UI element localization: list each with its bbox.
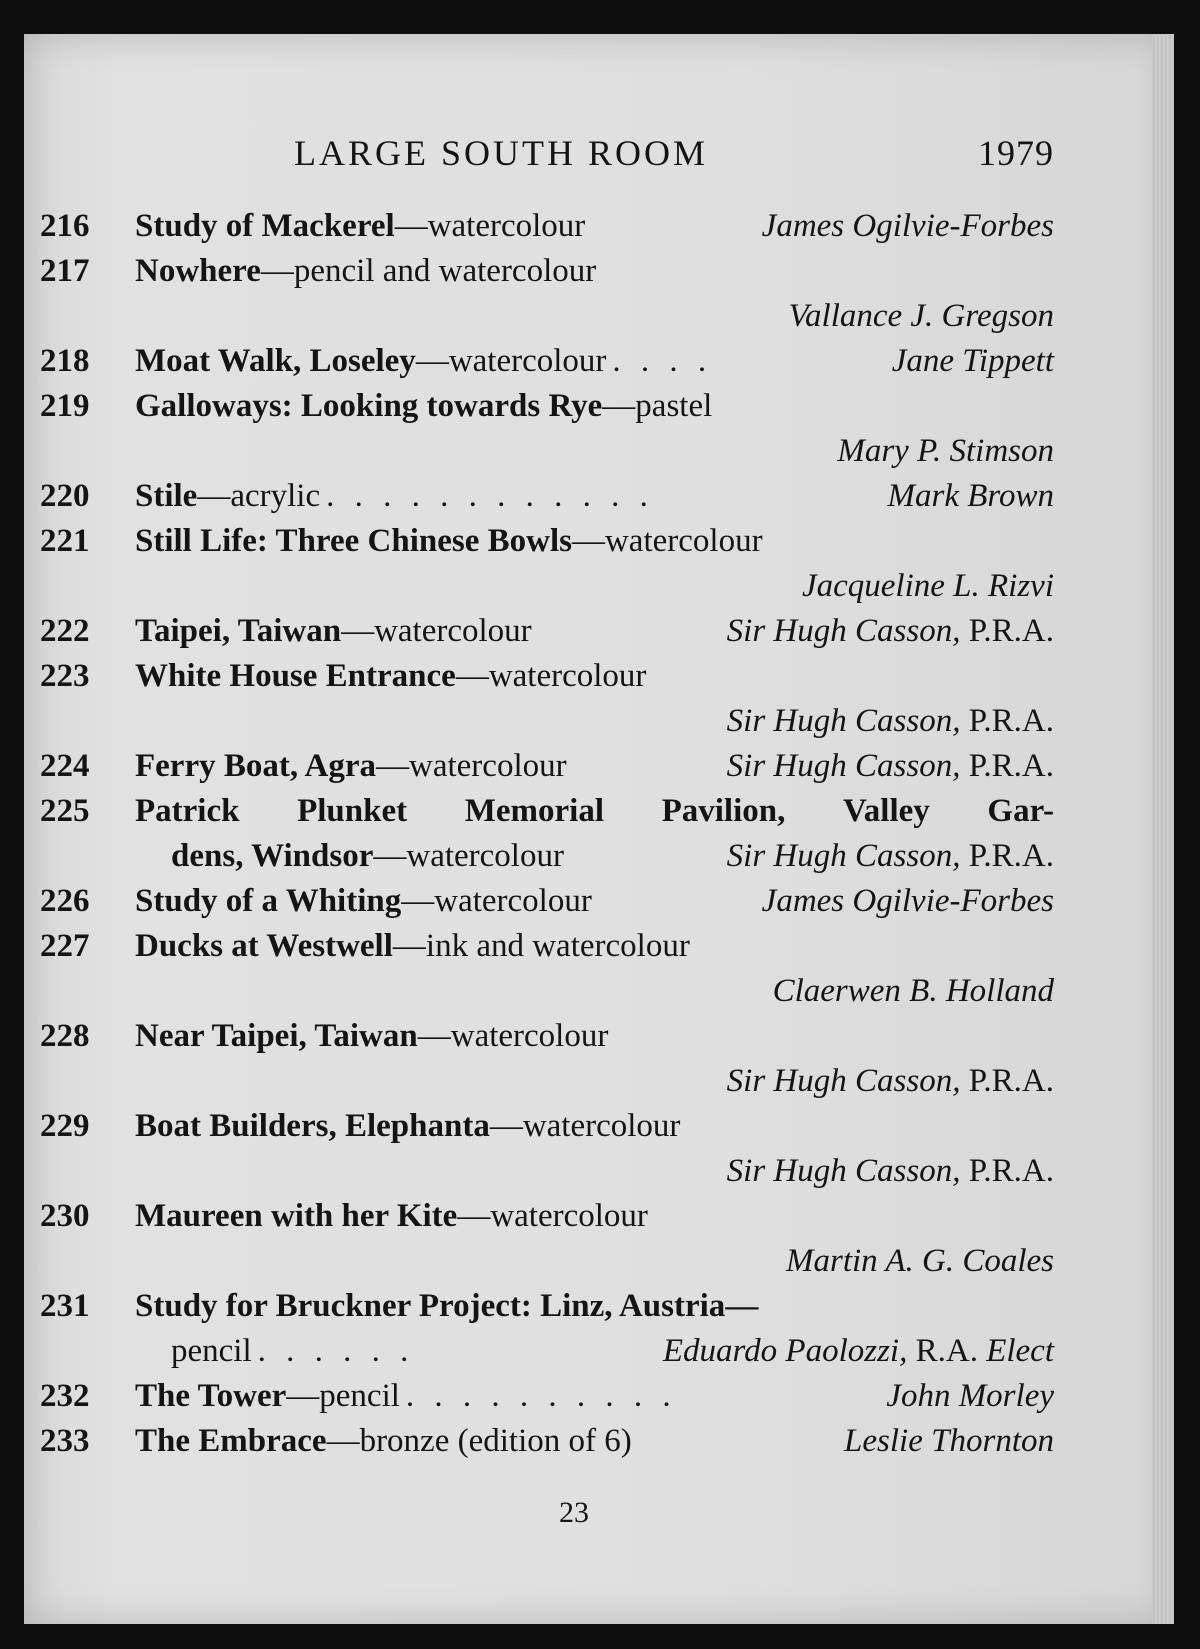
artist-name: Sir Hugh Casson, xyxy=(726,703,961,739)
entry-body xyxy=(135,1284,1054,1374)
entry-left xyxy=(171,834,564,879)
entry-number: 220 xyxy=(40,478,90,514)
artist-credit xyxy=(762,204,1054,249)
title-dash: — xyxy=(376,748,410,784)
entry-body xyxy=(135,654,1054,744)
artwork-medium xyxy=(171,1329,414,1374)
artwork-title: Ducks at Westwell xyxy=(135,928,393,964)
artwork-medium xyxy=(286,1378,676,1414)
entry-line xyxy=(135,1374,1054,1419)
medium-text: pencil and watercolour xyxy=(293,253,597,289)
title-dash: — xyxy=(341,613,375,649)
artwork-title: Stile xyxy=(135,478,198,514)
catalogue-entry xyxy=(40,654,1054,744)
catalogue-entry xyxy=(40,879,1054,924)
title-word: Patrick xyxy=(135,793,240,829)
medium-text: watercolour xyxy=(374,613,532,649)
entry-line xyxy=(135,294,1054,339)
medium-text: pencil xyxy=(171,1333,252,1369)
artwork-title-continued: dens, Windsor xyxy=(171,838,374,874)
entry-left xyxy=(135,1014,608,1059)
medium-text: watercolour xyxy=(434,883,592,919)
entry-line xyxy=(135,384,1054,429)
room-title: LARGE SOUTH ROOM xyxy=(294,133,709,173)
artist-name: Eduardo Paolozzi, xyxy=(662,1333,908,1369)
artist-name: Sir Hugh Casson, xyxy=(726,613,961,649)
title-dash: — xyxy=(489,1108,523,1144)
artwork-medium xyxy=(395,208,586,244)
entry-number: 221 xyxy=(40,523,90,559)
entry-left xyxy=(135,924,690,969)
artwork-title: Near Taipei, Taiwan xyxy=(135,1018,418,1054)
entry-left xyxy=(135,1374,677,1419)
entry-left xyxy=(135,1104,680,1149)
medium-text: watercolour xyxy=(490,1198,648,1234)
entry-body xyxy=(135,1419,1054,1464)
entry-body xyxy=(135,744,1054,789)
catalogue-entry xyxy=(40,339,1054,384)
entry-line xyxy=(135,1149,1054,1194)
artwork-medium xyxy=(393,928,690,964)
entry-number: 233 xyxy=(40,1423,90,1459)
artist-name: Vallance J. Gregson xyxy=(788,298,1054,334)
artwork-title: Still Life: Three Chinese Bowls xyxy=(135,523,572,559)
entry-body xyxy=(135,1194,1054,1284)
artist-name: Jane Tippett xyxy=(891,343,1054,379)
artist-name: Sir Hugh Casson, xyxy=(726,748,961,784)
artist-credit xyxy=(887,474,1054,519)
entry-left xyxy=(135,879,592,924)
artwork-medium xyxy=(456,658,647,694)
entry-line xyxy=(135,699,1054,744)
entry-number: 224 xyxy=(40,748,90,784)
artist-name: Claerwen B. Holland xyxy=(772,973,1054,1009)
medium-text: watercolour xyxy=(488,658,647,694)
page-number: 23 xyxy=(559,1496,589,1529)
artwork-title: Moat Walk, Loseley xyxy=(135,343,416,379)
artist-credit xyxy=(802,568,1054,604)
artist-name: Jacqueline L. Rizvi xyxy=(801,568,1054,604)
artist-name: Sir Hugh Casson, xyxy=(726,838,961,874)
entry-line xyxy=(135,1284,1054,1329)
artist-honours: P.R.A. xyxy=(960,613,1054,649)
medium-text: watercolour xyxy=(604,523,763,559)
entry-body xyxy=(135,1104,1054,1194)
artwork-title: White House Entrance xyxy=(135,658,456,694)
leader-dots: . . . . . . . . . . . . xyxy=(326,478,654,514)
entry-body xyxy=(135,384,1054,474)
artist-credit xyxy=(727,744,1054,789)
entry-left xyxy=(135,1194,648,1239)
entry-left xyxy=(135,384,712,429)
artwork-title: Taipei, Taiwan xyxy=(135,613,342,649)
entry-line xyxy=(135,429,1054,474)
entry-line xyxy=(135,879,1054,924)
artwork-title: Boat Builders, Elephanta xyxy=(135,1108,490,1144)
entry-body xyxy=(135,879,1054,924)
artist-credit xyxy=(727,834,1054,879)
title-dash: — xyxy=(417,1018,451,1054)
catalogue-entry xyxy=(40,474,1054,519)
entry-left xyxy=(135,1284,758,1329)
artwork-title: Maureen with her Kite xyxy=(135,1198,458,1234)
title-dash: — xyxy=(326,1423,360,1459)
entry-line xyxy=(135,924,1054,969)
medium-text: watercolour xyxy=(409,748,567,784)
artwork-title: Nowhere xyxy=(135,253,261,289)
artwork-medium xyxy=(416,343,712,379)
artwork-medium xyxy=(327,1423,632,1459)
artwork-title: Ferry Boat, Agra xyxy=(135,748,377,784)
artwork-title: The Tower xyxy=(135,1378,287,1414)
medium-text: watercolour xyxy=(450,1018,609,1054)
entry-body xyxy=(135,609,1054,654)
medium-text: pastel xyxy=(635,388,713,424)
entry-left xyxy=(135,609,532,654)
artist-honours: P.R.A. xyxy=(960,748,1054,784)
entry-line xyxy=(135,834,1054,879)
artist-honours: P.R.A. xyxy=(960,838,1054,874)
entry-line xyxy=(135,204,1054,249)
entry-line xyxy=(135,1194,1054,1239)
entry-number: 216 xyxy=(40,208,90,244)
entry-body xyxy=(135,249,1054,339)
medium-text: bronze (edition of 6) xyxy=(359,1423,632,1459)
entry-line xyxy=(135,1014,1054,1059)
artwork-title: Study of a Whiting xyxy=(135,883,402,919)
entry-number: 227 xyxy=(40,928,90,964)
leader-dots: . . . . xyxy=(612,343,713,379)
entry-body xyxy=(135,519,1054,609)
catalogue-entry xyxy=(40,609,1054,654)
artwork-title: Study for Bruckner Project: Linz, Austria xyxy=(135,1288,726,1324)
catalogue-entry xyxy=(40,1374,1054,1419)
artwork-title: Study of Mackerel xyxy=(135,208,395,244)
catalogue-entry xyxy=(40,1104,1054,1194)
entry-number: 222 xyxy=(40,613,90,649)
title-dash: — xyxy=(455,658,489,694)
entry-body xyxy=(135,1014,1054,1104)
title-word: Gar- xyxy=(987,793,1054,829)
entry-line xyxy=(135,744,1054,789)
entry-number: 219 xyxy=(40,388,90,424)
artist-honours: R.A. xyxy=(907,1333,987,1369)
title-word: Memorial xyxy=(464,793,604,829)
entry-line xyxy=(135,1059,1054,1104)
catalogue-entry xyxy=(40,1419,1054,1464)
medium-text: watercolour xyxy=(427,208,586,244)
entry-left xyxy=(135,744,567,789)
entry-left xyxy=(135,204,585,249)
artist-credit xyxy=(789,298,1054,334)
entry-line xyxy=(135,609,1054,654)
leader-dots: . . . . . . . . . . xyxy=(405,1378,677,1414)
artwork-medium xyxy=(490,1108,681,1144)
entry-body xyxy=(135,1374,1054,1419)
entry-number: 229 xyxy=(40,1108,90,1144)
artist-name: John Morley xyxy=(886,1378,1054,1414)
artwork-medium xyxy=(341,613,532,649)
title-word: Pavilion, xyxy=(661,793,786,829)
catalogue-entry xyxy=(40,519,1054,609)
entry-left xyxy=(135,519,763,564)
artist-name: James Ogilvie-Forbes xyxy=(761,883,1054,919)
catalogue-entry xyxy=(40,204,1054,249)
artwork-medium xyxy=(401,883,592,919)
artist-name: Leslie Thornton xyxy=(844,1423,1054,1459)
entry-body xyxy=(135,474,1054,519)
artist-name: James Ogilvie-Forbes xyxy=(761,208,1054,244)
artwork-medium xyxy=(602,388,712,424)
artist-credit xyxy=(773,973,1054,1009)
title-dash: — xyxy=(571,523,605,559)
artist-credit xyxy=(837,433,1054,469)
artwork-medium xyxy=(373,838,564,874)
entry-left xyxy=(135,1419,632,1464)
artwork-title: Galloways: Looking towards Rye xyxy=(135,388,603,424)
artist-honours: P.R.A. xyxy=(960,1063,1054,1099)
entry-number: 225 xyxy=(40,793,90,829)
artist-credit xyxy=(727,1063,1054,1099)
entry-body xyxy=(135,924,1054,1014)
title-word: Valley xyxy=(843,793,930,829)
artist-credit xyxy=(663,1329,1054,1374)
medium-text: watercolour xyxy=(406,838,564,874)
artist-name: Sir Hugh Casson, xyxy=(726,1063,961,1099)
medium-text: ink and watercolour xyxy=(425,928,690,964)
artist-name: Sir Hugh Casson, xyxy=(726,1153,961,1189)
catalogue-entry xyxy=(40,1194,1054,1284)
entry-number: 226 xyxy=(40,883,90,919)
artist-name: Mark Brown xyxy=(887,478,1054,514)
artist-credit xyxy=(727,703,1054,739)
entry-number: 218 xyxy=(40,343,90,379)
entry-number: 228 xyxy=(40,1018,90,1054)
artist-credit xyxy=(727,1153,1054,1189)
medium-text: acrylic xyxy=(230,478,321,514)
medium-text: watercolour xyxy=(522,1108,681,1144)
catalogue-entry xyxy=(40,1014,1054,1104)
artist-name: Mary P. Stimson xyxy=(837,433,1054,469)
entry-line xyxy=(135,249,1054,294)
artwork-medium xyxy=(572,523,763,559)
artist-credit xyxy=(727,609,1054,654)
catalogue-year: 1979 xyxy=(978,133,1054,173)
title-dash: — xyxy=(286,1378,320,1414)
entry-left xyxy=(135,339,712,384)
title-dash: — xyxy=(401,883,435,919)
entry-line xyxy=(135,474,1054,519)
entry-left xyxy=(135,249,596,294)
catalogue-entry xyxy=(40,1284,1054,1374)
artwork-medium xyxy=(261,253,596,289)
entry-number: 217 xyxy=(40,253,90,289)
title-dash: — xyxy=(602,388,636,424)
title-dash: — xyxy=(260,253,294,289)
title-word: Plunket xyxy=(297,793,408,829)
entry-line xyxy=(135,1104,1054,1149)
title-dash: — xyxy=(392,928,426,964)
entry-left xyxy=(135,654,646,699)
catalogue-entry xyxy=(40,924,1054,1014)
entry-number: 230 xyxy=(40,1198,90,1234)
entry-line xyxy=(135,564,1054,609)
artwork-medium xyxy=(197,478,654,514)
artist-honours-elect: Elect xyxy=(986,1333,1054,1369)
entry-line xyxy=(135,1419,1054,1464)
medium-text: pencil xyxy=(319,1378,400,1414)
catalogue-entry xyxy=(40,744,1054,789)
artwork-medium xyxy=(457,1198,648,1234)
artist-name: Martin A. G. Coales xyxy=(786,1243,1054,1279)
entry-number: 223 xyxy=(40,658,90,694)
catalogue-page xyxy=(24,34,1174,1624)
leader-dots: . . . . . . xyxy=(257,1333,415,1369)
artwork-medium xyxy=(418,1018,609,1054)
artist-credit xyxy=(844,1419,1054,1464)
entry-line xyxy=(135,1239,1054,1284)
entry-line xyxy=(135,654,1054,699)
artwork-title: The Embrace xyxy=(135,1423,327,1459)
title-dash: — xyxy=(394,208,428,244)
artwork-title xyxy=(135,789,1054,834)
entry-list xyxy=(40,204,1054,1464)
entry-number: 232 xyxy=(40,1378,90,1414)
entry-line xyxy=(135,519,1054,564)
artist-credit xyxy=(892,339,1054,384)
artwork-medium xyxy=(376,748,567,784)
catalogue-entry xyxy=(40,789,1054,879)
medium-text: watercolour xyxy=(448,343,607,379)
title-dash: — xyxy=(197,478,231,514)
catalogue-entry xyxy=(40,249,1054,339)
entry-body xyxy=(135,204,1054,249)
page-edge xyxy=(1152,34,1174,1624)
artist-credit xyxy=(786,1243,1054,1279)
title-dash: — xyxy=(373,838,407,874)
title-dash: — xyxy=(725,1288,759,1324)
entry-line xyxy=(135,969,1054,1014)
entry-left xyxy=(135,474,654,519)
title-dash: — xyxy=(415,343,449,379)
entry-number: 231 xyxy=(40,1288,90,1324)
entry-line xyxy=(135,339,1054,384)
catalogue-entry xyxy=(40,384,1054,474)
entry-body xyxy=(135,789,1054,879)
artist-honours: P.R.A. xyxy=(960,703,1054,739)
entry-body xyxy=(135,339,1054,384)
entry-line xyxy=(135,1329,1054,1374)
artist-credit xyxy=(886,1374,1054,1419)
entry-line xyxy=(135,789,1054,834)
title-dash: — xyxy=(457,1198,491,1234)
artist-honours: P.R.A. xyxy=(960,1153,1054,1189)
artist-credit xyxy=(762,879,1054,924)
